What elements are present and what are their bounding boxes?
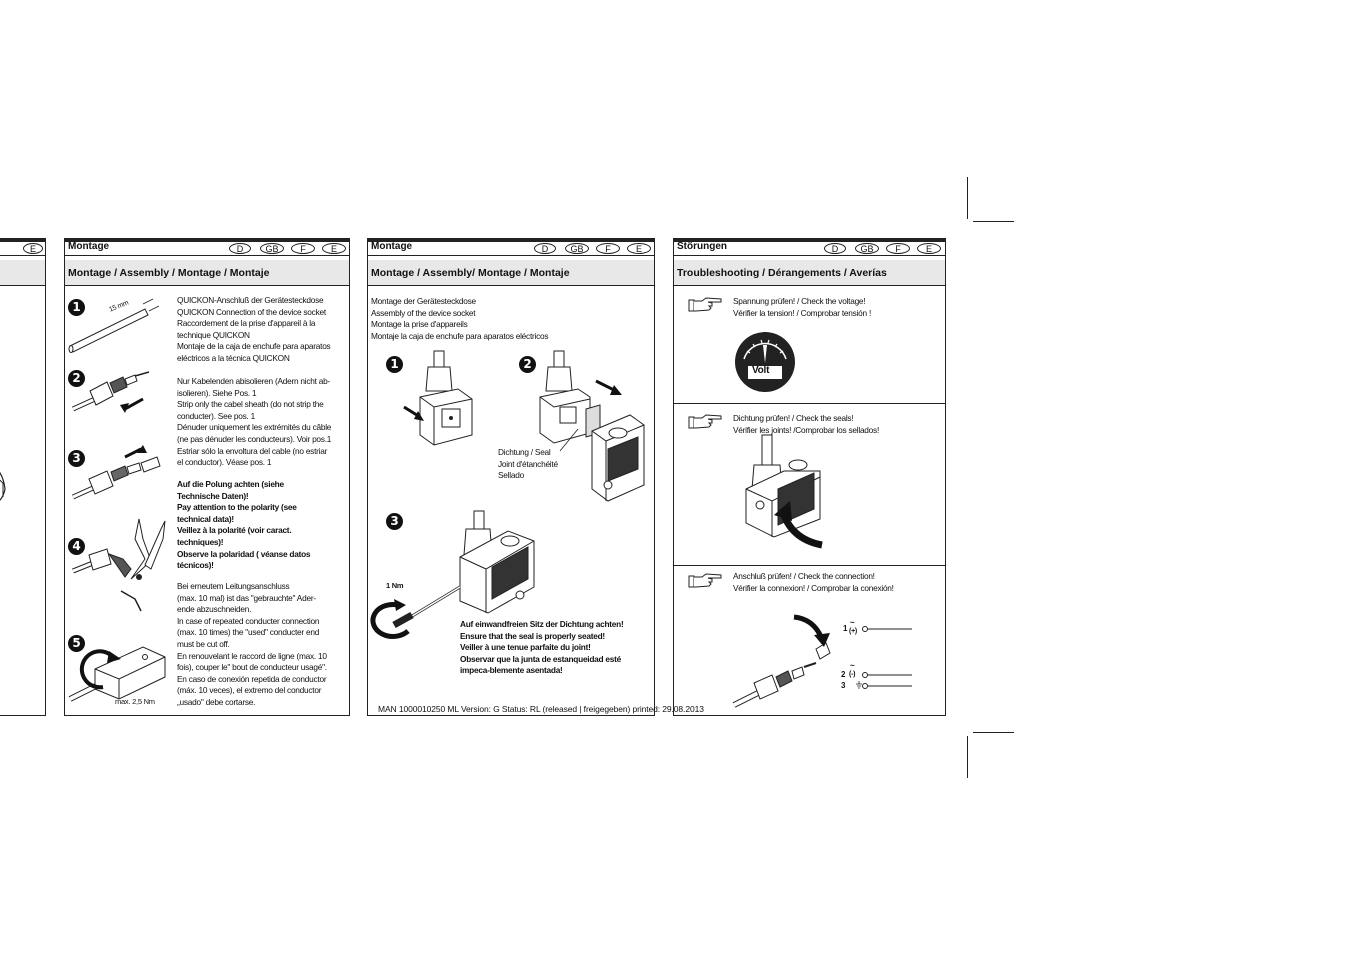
text-line: Vérifier la connexion! / Comprobar la conexión! [733,582,894,593]
terminal-2-tilde: ~ [850,661,855,670]
crop-mark [973,732,1014,733]
text-line: Estriar sólo la envoltura del cable (no estriar [177,445,328,456]
text-line: (ne pas dénuder les conducteurs). Voir pos.1 [177,433,332,444]
panel-header-title: Störungen [677,241,727,252]
text-line: Montage la prise d'appareils [371,319,468,330]
lang-badge-gb: GB [260,243,284,254]
volt-label: Volt [752,365,770,376]
terminal-1-number: 1 [843,624,848,633]
step-number-1: 1 [68,299,85,316]
step-number-1: 1 [386,356,403,373]
text-line: ende abzuschneiden. [177,604,252,615]
text-line: Auf einwandfreien Sitz der Dichtung achten! [460,619,624,629]
step-number-3: 3 [68,450,85,467]
strip-length-label: 15 mm [108,299,130,314]
lang-badge-d: D [824,243,846,254]
text-line: (máx. 10 veces), el extremo del conductor [177,685,322,696]
text-line: técnicos)! [177,560,214,571]
text-line: el conductor). Véase pos. 1 [177,457,272,468]
lang-badge-f: F [596,243,620,254]
text-line: En renouvelant le raccord de ligne (max. 10 [177,650,327,661]
panel-troubleshooting [673,238,946,716]
crop-mark [967,177,968,219]
text-line: isolieren). Siehe Pos. 1 [177,387,257,398]
torque-label: max. 2,5 Nm [115,697,155,706]
text-line: Strip only the cabel sheath (do not strip the [177,399,324,410]
text-line: impeca-blemente asentada! [460,665,563,676]
panel-subtitle: Montage / Assembly / Montage / Montaje [68,267,270,279]
step-number-2: 2 [68,370,85,387]
panel-subtitle: Montage / Assembly/ Montage / Montaje [371,267,570,279]
text-line: QUICKON Connection of the device socket [177,306,326,317]
panel-header-title: Montage [371,241,413,252]
instruction-block-polarity [177,479,349,572]
text-line: must be cut off. [177,638,230,649]
seal-warning-text [460,619,654,677]
panel-header-title: Montage [68,241,110,252]
text-line: (max. 10 mal) ist das "gebrauchte" Ader- [177,592,316,603]
text-line: „usado" debe cortarse. [177,696,256,707]
text-line: techniques)! [177,536,224,547]
torque-label: 1 Nm [386,581,404,590]
text-line: Assembly of the device socket [371,307,476,318]
terminal-1-tilde: ~ [850,618,855,627]
text-line: Dichtung prüfen! / Check the seals! [733,413,854,423]
text-line: Dichtung / Seal [498,447,551,457]
text-line: Technische Daten)! [177,490,249,501]
text-line: Observar que la junta de estanqueidad esté [460,653,622,664]
lang-badge-f: F [291,243,315,254]
crop-mark [973,221,1014,222]
lang-badge-gb: GB [565,243,589,254]
lang-badge-e: E [23,243,43,254]
valve-fragment-illustration [0,239,47,717]
terminal-lines [856,627,912,689]
text-line: Joint d'étanchéité [498,458,558,469]
panel-montage-quickon [64,238,350,716]
panel-montage-socket [367,238,655,716]
partial-panel-left [0,238,46,716]
lang-badge-e: E [322,243,346,254]
text-line: In case of repeated conducter connection [177,615,320,626]
text-line: technical data)! [177,513,234,524]
terminal-1-sign: (+) [849,628,857,635]
text-line: Montaje la caja de enchufe para aparatos eléctricos [371,330,549,341]
text-line: conducter). See pos. 1 [177,410,255,421]
text-line: En caso de conexión repetida de conductor [177,673,327,684]
lang-badge-e: E [917,243,941,254]
step-number-2: 2 [519,356,536,373]
terminal-3-number: 3 [841,681,846,690]
connector-wiring-illustration [674,239,947,717]
text-line: Veiller à une tenue parfaite du joint! [460,642,591,653]
lang-badge-d: D [229,243,251,254]
text-line: eléctricos a la técnica QUICKON [177,352,290,363]
text-line: Anschluß prüfen! / Check the connection! [733,571,875,581]
text-line: Raccordement de la prise d'appareil à la [177,318,316,329]
text-line: Spannung prüfen! / Check the voltage! [733,296,866,306]
text-line: Dénuder uniquement les extrémités du câble [177,422,332,433]
text-line: Vérifier la tension! / Comprobar tensión ! [733,307,871,318]
text-line: (max. 10 times) the "used" conducter end [177,627,320,638]
text-line: Ensure that the seal is properly seated! [460,630,605,641]
panel-subtitle: Troubleshooting / Dérangements / Averías [677,267,887,279]
step-number-5: 5 [68,635,85,652]
lang-badge-f: F [886,243,910,254]
socket-tighten-illustration [65,239,175,717]
text-line: Montage der Gerätesteckdose [371,296,476,306]
text-line: fois), couper le" bout de conducteur usagé". [177,662,327,673]
text-line: technique QUICKON [177,329,250,340]
step-number-4: 4 [68,538,85,555]
lang-badge-d: D [534,243,556,254]
text-line: Montaje de la caja de enchufe para aparatos [177,341,331,352]
text-line: Sellado [498,470,524,481]
terminal-2-number: 2 [841,670,846,679]
text-line: Observe la polaridad ( véanse datos [177,548,311,559]
instruction-block-reconnect [177,581,349,709]
crop-mark [967,736,968,778]
instruction-block-strip [177,376,349,469]
terminal-2-sign: (-) [849,671,856,678]
text-line: Auf die Polung achten (siehe [177,479,284,489]
text-line: Veillez à la polarité (voir caract. [177,525,292,536]
text-line: QUICKON-Anschluß der Gerätesteckdose [177,295,324,305]
step-number-3: 3 [386,513,403,530]
text-line: Bei erneutem Leitungsanschluss [177,581,290,591]
lang-badge-e: E [627,243,651,254]
instruction-block-connection [177,295,349,365]
text-line: Vérifier les joints! /Comprobar los sellados! [733,424,879,435]
text-line: Nur Kabelenden abisolieren (Adern nicht ab- [177,376,330,386]
text-line: Pay attention to the polarity (see [177,502,297,513]
lang-badge-gb: GB [855,243,879,254]
document-footer: MAN 1000010250 ML Version: G Status: RL (released | freigegeben) printed: 29.08.2013 [378,704,704,714]
